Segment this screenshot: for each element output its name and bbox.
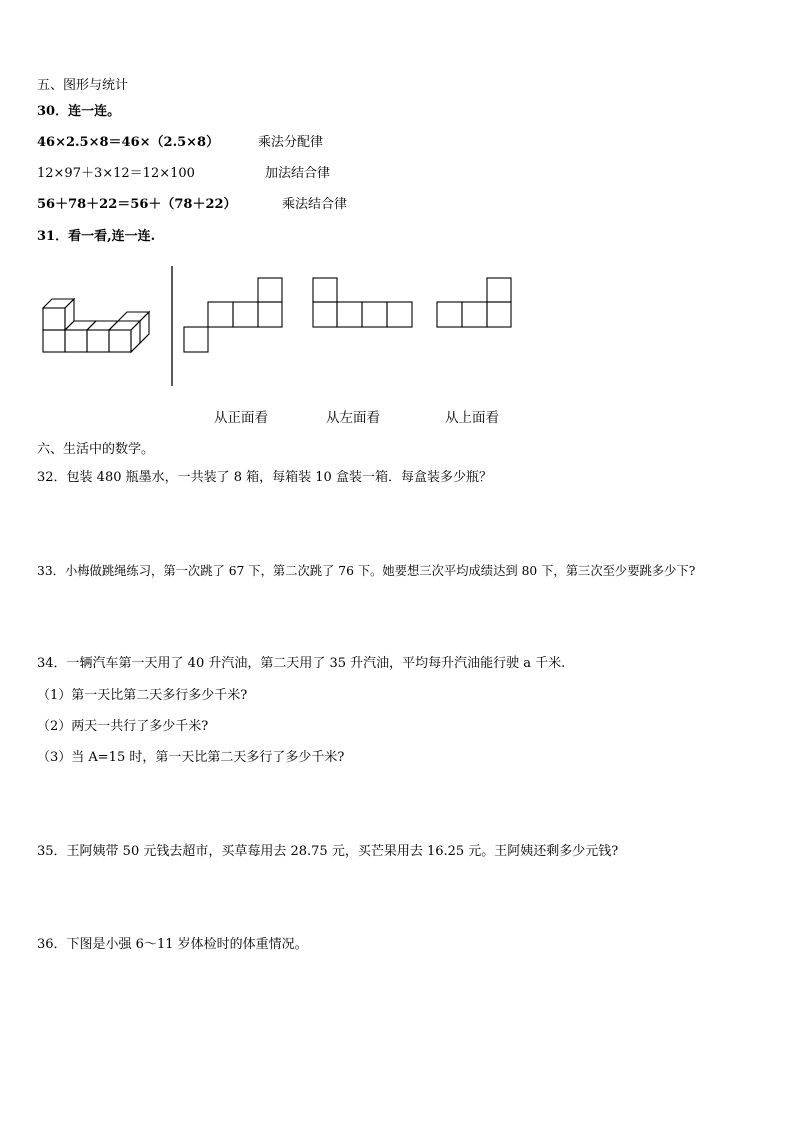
question-34: 34．一辆汽车第一天用了 40 升汽油，第二天用了 35 升汽油，平均每升汽油能行驶 a 千米.	[37, 656, 566, 671]
question-34-part-2: （2）两天一共行了多少千米?	[37, 719, 209, 734]
question-35: 35．王阿姨带 50 元钱去超市，买草莓用去 28.75 元，买芒果用去 16.25 元。王阿姨还剩多少元钱?	[37, 844, 619, 859]
question-31-title: 31．看一看,连一连.	[37, 229, 156, 244]
section-5-title: 五、图形与统计	[37, 78, 129, 93]
q30-expression-1: 46×2.5×8＝46×（2.5×8）	[37, 135, 220, 150]
view-label-left: 从左面看	[326, 410, 380, 426]
view-figure-c	[434, 276, 514, 330]
section-6-title: 六、生活中的数学。	[37, 442, 155, 457]
question-32: 32．包装 480 瓶墨水，一共装了 8 箱，每箱装 10 盒装一箱．每盒装多少瓶？	[37, 470, 492, 485]
q30-law-2: 加法结合律	[265, 166, 331, 181]
view-figure-a	[182, 276, 284, 354]
q30-law-1: 乘法分配律	[258, 135, 324, 150]
question-34-part-1: （1）第一天比第二天多行多少千米?	[37, 688, 248, 703]
q30-law-3: 乘法结合律	[282, 197, 348, 212]
question-33: 33．小梅做跳绳练习，第一次跳了 67 下，第二次跳了 76 下。她要想三次平均成绩达到 80 下，第三次至少要跳多少下?	[37, 564, 696, 578]
view-label-top: 从上面看	[445, 410, 499, 426]
question-36: 36．下图是小强 6～11 岁体检时的体重情况。	[37, 937, 308, 952]
question-34-part-3: （3）当 A=15 时，第一天比第二天多行了多少千米?	[37, 750, 345, 765]
vertical-divider	[170, 265, 174, 387]
view-figure-b	[311, 276, 415, 330]
q30-expression-2: 12×97＋3×12＝12×100	[37, 166, 195, 181]
cube-solid-figure	[40, 296, 155, 356]
view-label-front: 从正面看	[214, 410, 268, 426]
q30-expression-3: 56＋78＋22＝56＋（78＋22）	[37, 197, 237, 212]
question-30-title: 30．连一连。	[37, 104, 121, 119]
